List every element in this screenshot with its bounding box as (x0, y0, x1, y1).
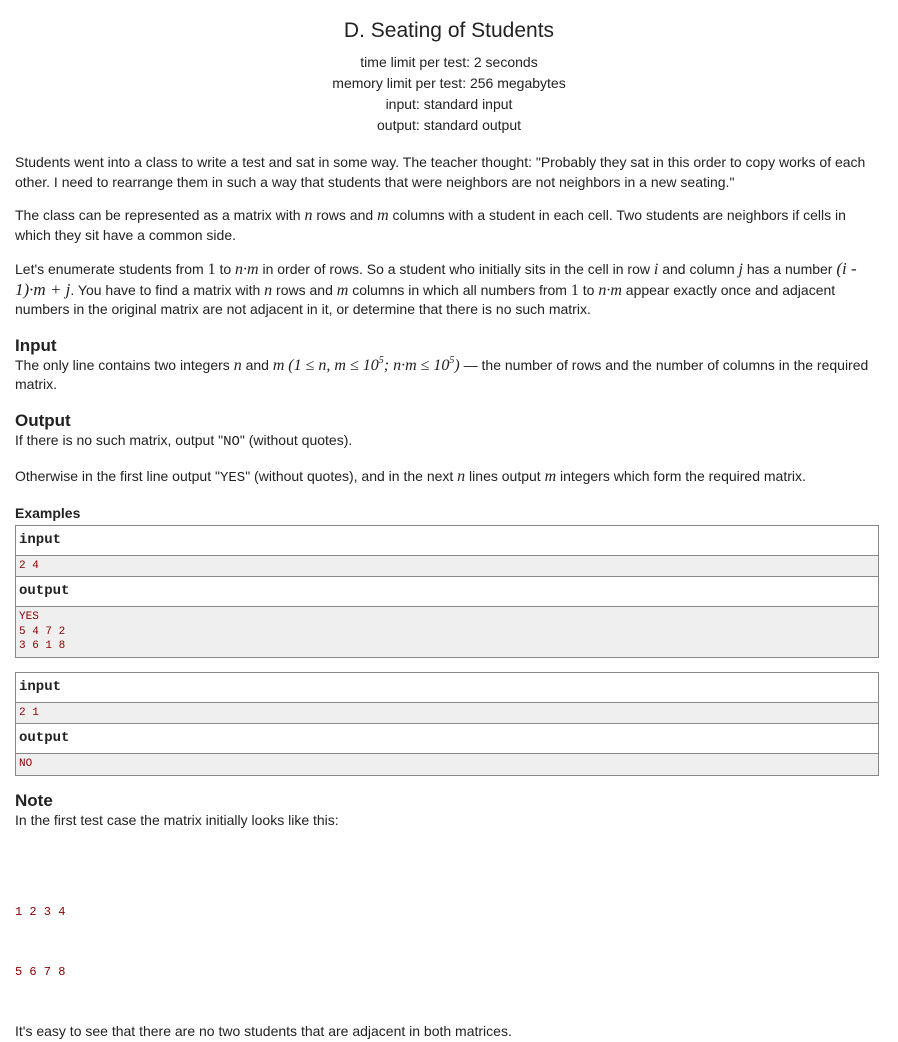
note-matrix-row: 5 6 7 8 (15, 965, 66, 979)
output-description-2: Otherwise in the first line output "YES" (without quotes), and in the next n lines output m integers which form the required matrix. (15, 468, 806, 486)
note-text: In the first test case the matrix initially looks like this: (15, 811, 339, 828)
problem-statement (0, 153, 898, 1042)
sample-input-label: input (16, 673, 878, 703)
statement-paragraph-2: The class can be represented as a matrix with n rows and m columns with a student in each cell. Two students are neighbors if cells in which they sit have a common side. (15, 207, 846, 243)
sample-output-label: output (16, 577, 878, 607)
sample-input-value[interactable]: 2 4 (16, 556, 878, 578)
output-description-1: If there is no such matrix, output "NO" (without quotes). (15, 431, 353, 450)
output-heading: Output (15, 410, 71, 430)
statement-paragraph-1: Students went into a class to write a test and sat in some way. The teacher thought: "Probably they sat in this order to copy works of each other. I need to rearrange them in such a way that students that were neighbors are not neighbors in a new seating." (15, 154, 866, 190)
note-footer: It's easy to see that there are no two students that are adjacent in both matrices. (15, 1023, 512, 1039)
output-file: output: standard output (377, 117, 521, 133)
time-limit: time limit per test: 2 seconds (360, 54, 538, 70)
input-heading: Input (15, 335, 57, 355)
input-description: The only line contains two integers n and m (1 ≤ n, $m \le 10^5$; $n\cdot m \le 10^5$) — the number of rows and the number of columns in the required matrix. (15, 354, 869, 392)
note-heading: Note (15, 790, 53, 810)
sample-test-1 (15, 525, 879, 658)
statement-paragraph-3: Let's enumerate students from 1 to n·m in order of rows. So a student who initially sits in the cell in row i and column j has a number (i - 1)·m + j. You have to find a matrix with n rows and m columns in which all numbers from 1 to n·m appear exactly once and adjacent numbers in the original matrix are not adjacent in it, or determine that there is no such matrix. (15, 259, 857, 317)
sample-test-2 (15, 672, 879, 776)
memory-limit: memory limit per test: 256 megabytes (332, 75, 566, 91)
sample-output-value[interactable]: YES 5 4 7 2 3 6 1 8 (16, 607, 878, 657)
note-matrix-row: 1 2 3 4 (15, 905, 66, 919)
input-file: input: standard input (385, 96, 513, 112)
sample-input-label: input (16, 526, 878, 556)
note-matrix (15, 862, 883, 1022)
sample-input-value[interactable]: 2 1 (16, 703, 878, 725)
sample-output-value[interactable]: NO (16, 754, 878, 775)
problem-title: D. Seating of Students (343, 19, 555, 42)
problem-header (0, 0, 898, 136)
examples-heading: Examples (15, 504, 81, 521)
sample-output-label: output (16, 724, 878, 754)
